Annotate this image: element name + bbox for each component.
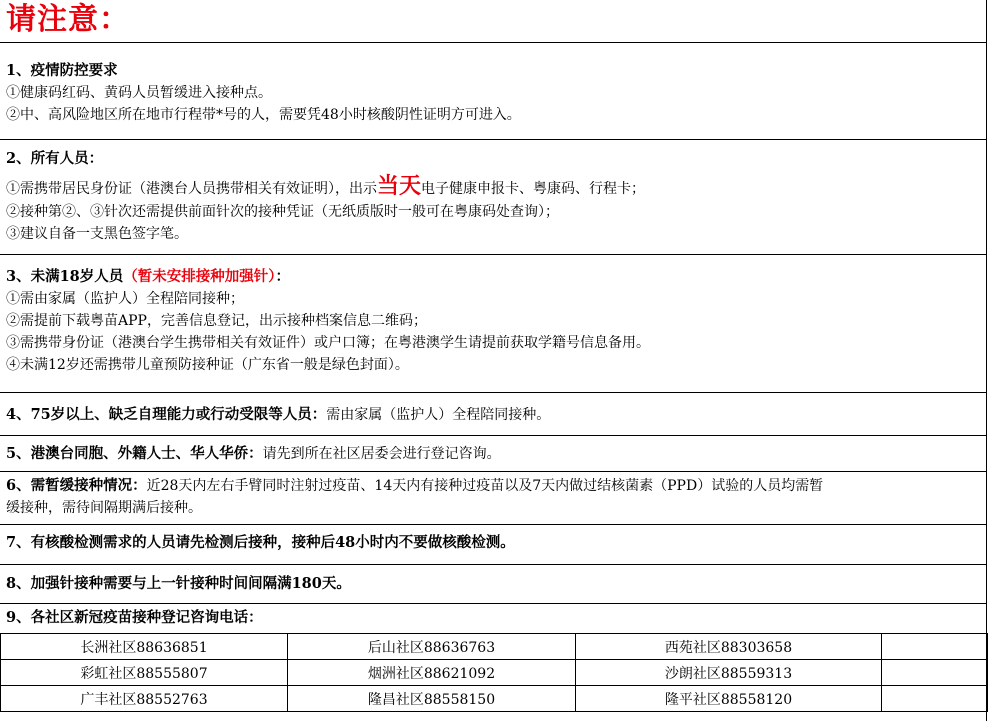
section-7 <box>0 525 987 565</box>
section-4 <box>0 393 987 436</box>
section-8 <box>0 565 987 604</box>
table-row <box>1 686 988 712</box>
section-2 <box>0 140 987 255</box>
empty-cell <box>882 686 988 712</box>
section-3-line-1: ①需由家属（监护人）全程陪同接种； <box>6 291 244 307</box>
section-6-heading: 6、需暂缓接种情况： <box>6 477 147 494</box>
section-6-line-2: 缓接种，需待间隔期满后接种。 <box>6 500 202 516</box>
section-3-heading-colon: ： <box>275 268 291 285</box>
contacts-table <box>0 633 988 712</box>
section-5-heading: 5、港澳台同胞、外籍人士、华人华侨： <box>6 445 263 462</box>
empty-cell <box>882 660 988 686</box>
section-4-heading: 4、75岁以上、缺乏自理能力或行动受限等人员： <box>6 406 327 423</box>
section-1-heading: 1、疫情防控要求 <box>6 62 118 79</box>
title-row <box>0 0 987 43</box>
section-9 <box>0 604 987 633</box>
section-2-line-3: ③建议自备一支黑色签字笔。 <box>6 226 188 242</box>
section-3-line-3: ③需携带身份证（港澳台学生携带相关有效证件）或户口簿；在粤港澳学生请提前获取学籍号信息备用。 <box>6 335 650 351</box>
section-2-heading: 2、所有人员： <box>6 150 104 167</box>
section-6-line-1 <box>6 475 987 497</box>
section-3-line-2: ②需提前下载粤苗APP，完善信息登记，出示接种档案信息二维码； <box>6 313 427 329</box>
today-highlight: 当天 <box>377 173 422 199</box>
section-5 <box>0 436 987 472</box>
section-4-line <box>6 404 987 426</box>
contact-cell: 广丰社区88552763 <box>1 686 288 712</box>
section-1-line-1: ①健康码红码、黄码人员暂缓进入接种点。 <box>6 85 272 101</box>
section-1-line-2: ②中、高风险地区所在地市行程带*号的人，需要凭48小时核酸阴性证明方可进入。 <box>6 107 521 123</box>
section-3-heading-note: （暂未安排接种加强针） <box>123 268 276 285</box>
table-row <box>1 660 988 686</box>
section-3-heading-text: 3、未满18岁人员 <box>6 268 124 285</box>
section-4-text: 需由家属（监护人）全程陪同接种。 <box>326 407 551 423</box>
section-8-heading: 8、加强针接种需要与上一针接种时间间隔满180天。 <box>6 575 351 592</box>
contact-cell: 隆昌社区88558150 <box>288 686 576 712</box>
section-3 <box>0 255 987 393</box>
contact-cell: 沙朗社区88559313 <box>576 660 882 686</box>
contact-cell: 后山社区88636763 <box>288 634 576 660</box>
section-1 <box>0 43 987 140</box>
contact-cell: 隆平社区88558120 <box>576 686 882 712</box>
page-title: 请注意： <box>6 2 130 37</box>
section-3-line-4: ④未满12岁还需携带儿童预防接种证（广东省一般是绿色封面）。 <box>6 357 409 373</box>
section-5-text: 请先到所在社区居委会进行登记咨询。 <box>262 446 501 462</box>
section-3-heading <box>6 266 987 288</box>
contact-cell: 长洲社区88636851 <box>1 634 288 660</box>
table-row <box>1 634 988 660</box>
empty-cell <box>882 634 988 660</box>
section-5-line <box>6 443 987 465</box>
section-2-line-1-start: ①需携带居民身份证（港澳台人员携带相关有效证明），出示 <box>6 181 377 197</box>
section-6-text-1: 近28天内左右手臂同时注射过疫苗、14天内有接种过疫苗以及7天内做过结核菌素（PPD）试验的人员均需暂 <box>146 478 824 494</box>
section-2-line-2: ②接种第②、③针次还需提供前面针次的接种凭证（无纸质版时一般可在粤康码处查询）； <box>6 204 559 220</box>
section-2-line-1-end: 电子健康申报卡、粤康码、行程卡； <box>421 181 646 197</box>
contact-cell: 彩虹社区88555807 <box>1 660 288 686</box>
section-6 <box>0 472 987 525</box>
section-2-line-1 <box>6 174 987 201</box>
contact-cell: 烟洲社区88621092 <box>288 660 576 686</box>
contact-cell: 西苑社区88303658 <box>576 634 882 660</box>
section-7-heading: 7、有核酸检测需求的人员请先检测后接种，接种后48小时内不要做核酸检测。 <box>6 534 515 551</box>
section-9-heading: 9、各社区新冠疫苗接种登记咨询电话： <box>6 609 263 626</box>
